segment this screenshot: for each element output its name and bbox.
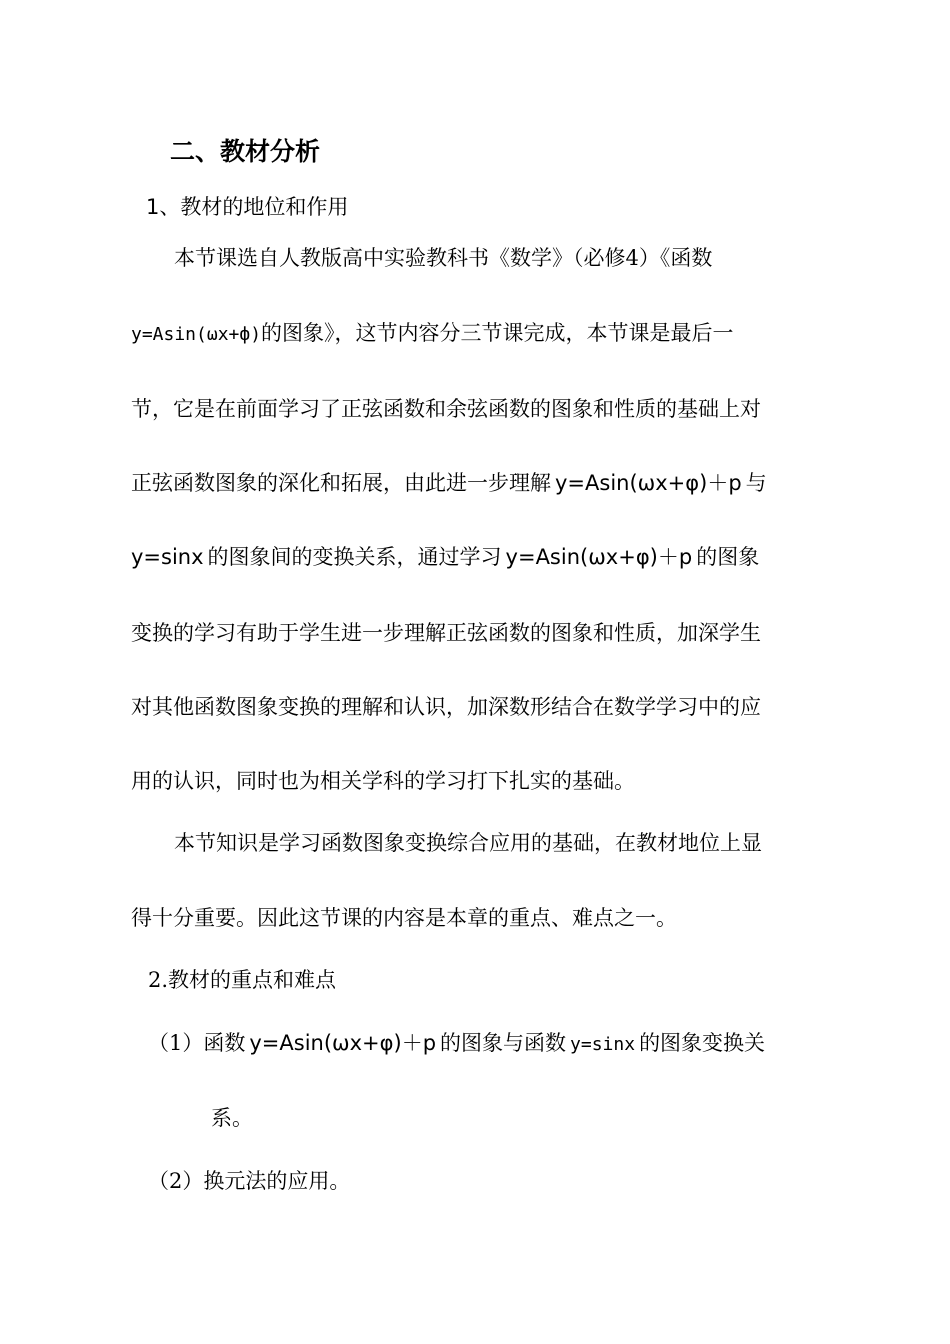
formula-inline: y=Asin(ωx+φ)＋p (249, 1031, 437, 1055)
list-item-1-text-1: 的图象与函数 (440, 1031, 567, 1055)
para1-line-2 (131, 323, 734, 344)
para1-line-4-end: 与 (745, 471, 767, 495)
subsection-2-heading: 2.教材的重点和难点 (148, 968, 337, 992)
para1-line-2-text: 的图象》，这节内容分三节课完成，本节课是最后一 (261, 321, 734, 345)
para1-line-4 (131, 473, 767, 494)
formula-inline: y=Asin(ωx+φ)＋p (505, 545, 693, 569)
para1-line-7: 对其他函数图象变换的理解和认识，加深数形结合在数学学习中的应 (131, 695, 761, 719)
para1-line-6: 变换的学习有助于学生进一步理解正弦函数的图象和性质，加深学生 (131, 621, 761, 645)
formula-inline: y=Asin(ωx+φ)＋p (555, 471, 742, 495)
para1-line-4-text: 正弦函数图象的深化和拓展，由此进一步理解 (131, 471, 551, 495)
para1-line-5-text-2: 的图象 (696, 545, 760, 569)
list-item-1-label: （1）函数 (148, 1031, 246, 1055)
para2-line-1: 本节知识是学习函数图象变换综合应用的基础，在教材地位上显 (174, 831, 762, 855)
subsection-1-heading (146, 197, 348, 218)
para1-line-1: 本节课选自人教版高中实验教科书《数学》（必修4）《函数 (174, 246, 713, 270)
list-item-2: （2）换元法的应用。 (148, 1169, 351, 1193)
para2-line-2: 得十分重要。因此这节课的内容是本章的重点、难点之一。 (131, 906, 677, 930)
para1-line-5-text-1: 的图象间的变换关系，通过学习 (207, 545, 502, 569)
formula-inline: y=Asin(ωx+ф) (131, 324, 262, 345)
formula-inline: y=sinx (570, 1034, 636, 1055)
formula-inline: y=sinx (131, 545, 204, 569)
para1-line-8: 用的认识，同时也为相关学科的学习打下扎实的基础。 (131, 769, 635, 793)
para1-line-5 (131, 547, 759, 568)
subsection-1-number: 1 (146, 195, 160, 219)
list-item-1-text-2: 的图象变换关 (639, 1031, 766, 1055)
subsection-1-text: 、教材的地位和作用 (159, 195, 349, 219)
list-item-1 (148, 1033, 765, 1054)
para1-line-3: 节，它是在前面学习了正弦函数和余弦函数的图象和性质的基础上对 (131, 397, 761, 421)
section-title: 二、教材分析 (170, 137, 321, 166)
list-item-1-continuation: 系。 (211, 1106, 253, 1130)
